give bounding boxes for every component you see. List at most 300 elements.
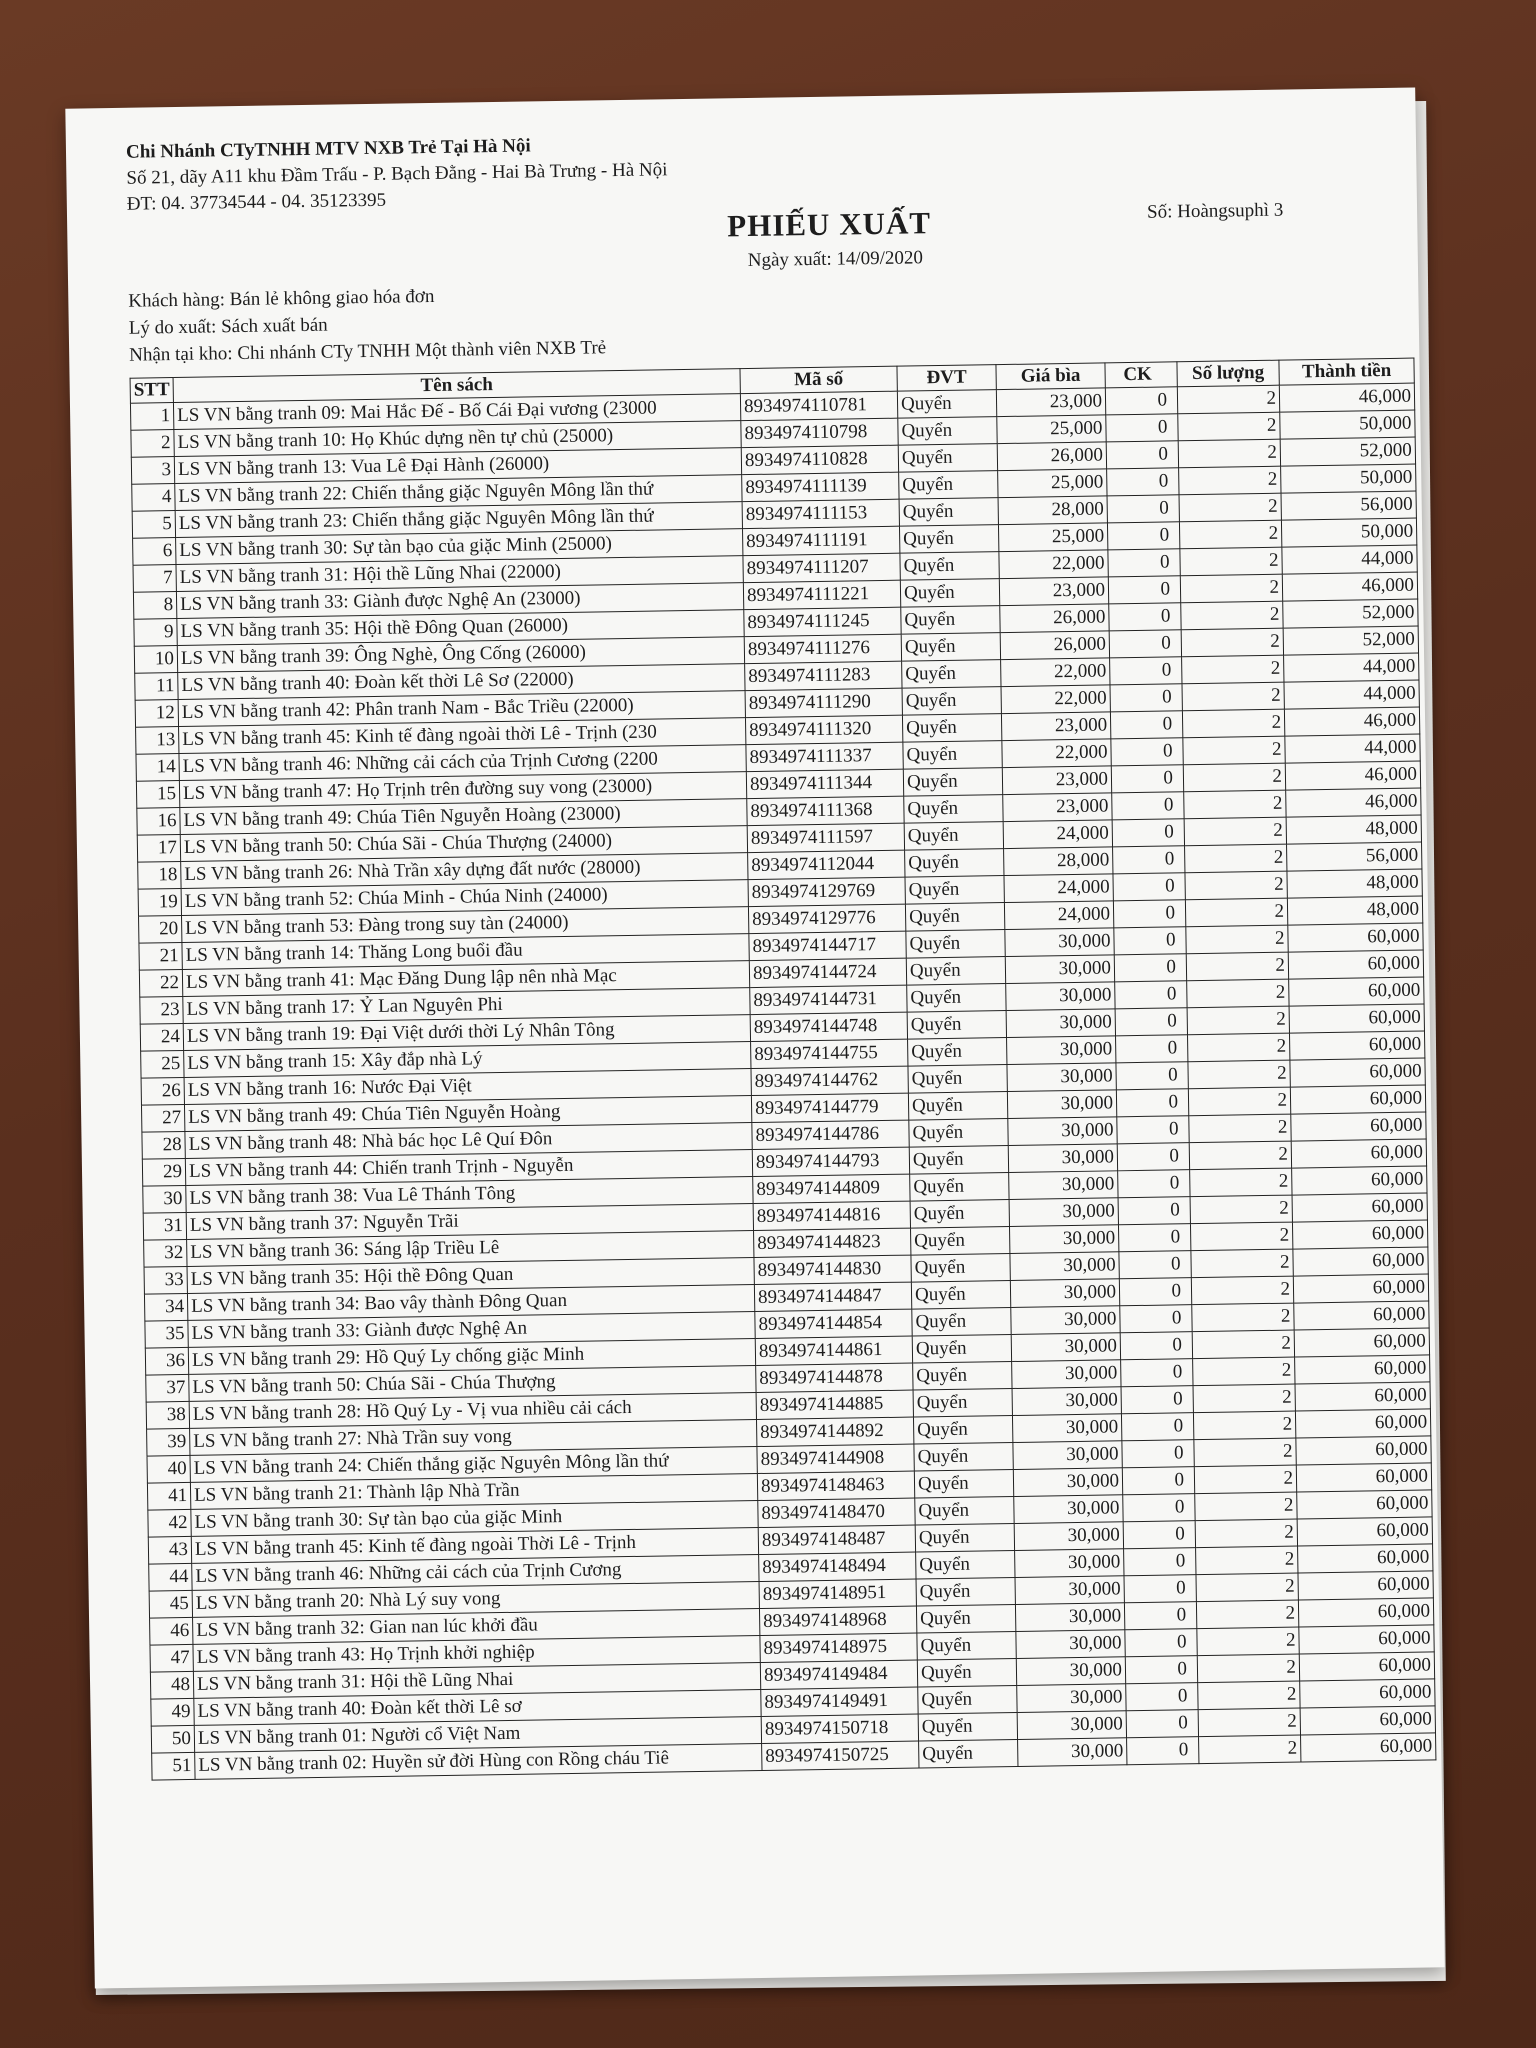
cell-quantity: 2 [1184, 790, 1286, 819]
cell-price: 30,000 [1011, 1333, 1120, 1362]
cell-total: 44,000 [1285, 734, 1420, 763]
cell-quantity: 2 [1187, 1006, 1289, 1035]
cell-discount: 0 [1125, 1656, 1197, 1684]
cell-code: 8934974110828 [741, 445, 898, 474]
cell-code: 8934974144908 [757, 1444, 914, 1473]
cell-book-title: LS VN bằng tranh 33: Giành được Nghệ An (23000) [176, 583, 743, 619]
cell-quantity: 2 [1182, 655, 1284, 684]
cell-unit: Quyển [917, 1631, 1016, 1660]
cell-code: 8934974148463 [757, 1471, 914, 1500]
cell-price: 30,000 [1015, 1603, 1124, 1632]
cell-quantity: 2 [1181, 628, 1283, 657]
cell-total: 60,000 [1298, 1544, 1433, 1573]
cell-price: 30,000 [1008, 1117, 1117, 1146]
cell-total: 60,000 [1292, 1166, 1427, 1195]
cell-book-title: LS VN bằng tranh 44: Chiến tranh Trịnh - Nguyễn [185, 1150, 752, 1186]
cell-stt: 43 [148, 1536, 191, 1564]
reason-line: Lý do xuất: Sách xuất bán [128, 314, 328, 339]
cell-book-title: LS VN bằng tranh 10: Họ Khúc dựng nền tự chủ (25000) [174, 421, 741, 457]
cell-stt: 7 [133, 565, 176, 593]
cell-quantity: 2 [1199, 1735, 1301, 1764]
cell-code: 8934974144892 [756, 1417, 913, 1446]
cell-price: 22,000 [1001, 685, 1110, 714]
cell-price: 23,000 [1002, 766, 1111, 795]
cell-book-title: LS VN bằng tranh 21: Thành lập Nhà Trần [190, 1474, 757, 1510]
cell-stt: 28 [142, 1131, 185, 1159]
cell-unit: Quyển [909, 1146, 1008, 1175]
cell-unit: Quyển [905, 903, 1004, 932]
cell-stt: 31 [143, 1212, 186, 1240]
cell-discount: 0 [1106, 441, 1178, 469]
cell-total: 50,000 [1281, 518, 1416, 547]
warehouse-line: Nhận tại kho: Chi nhánh CTy TNHH Một thành viên NXB Trẻ [129, 337, 607, 366]
cell-book-title: LS VN bằng tranh 41: Mạc Đăng Dung lập nên nhà Mạc [182, 961, 749, 997]
cell-stt: 3 [131, 457, 174, 485]
cell-book-title: LS VN bằng tranh 40: Đoàn kết thời Lê sơ [194, 1689, 761, 1725]
cell-unit: Quyển [916, 1604, 1015, 1633]
cell-stt: 17 [137, 835, 180, 863]
cell-price: 30,000 [1010, 1252, 1119, 1281]
cell-stt: 42 [148, 1509, 191, 1537]
cell-price: 30,000 [1009, 1171, 1118, 1200]
cell-quantity: 2 [1190, 1195, 1292, 1224]
cell-total: 60,000 [1289, 1031, 1424, 1060]
cell-stt: 32 [144, 1239, 187, 1267]
cell-quantity: 2 [1192, 1303, 1294, 1332]
cell-total: 60,000 [1293, 1274, 1428, 1303]
cell-stt: 5 [132, 511, 175, 539]
cell-total: 60,000 [1288, 923, 1423, 952]
cell-book-title: LS VN bằng tranh 40: Đoàn kết thời Lê Sơ (22000) [178, 664, 745, 700]
cell-quantity: 2 [1193, 1357, 1295, 1386]
cell-book-title: LS VN bằng tranh 37: Nguyễn Trãi [186, 1204, 753, 1240]
cell-quantity: 2 [1188, 1033, 1290, 1062]
cell-code: 8934974111368 [747, 796, 904, 825]
cell-code: 8934974144762 [751, 1066, 908, 1095]
cell-discount: 0 [1109, 630, 1181, 658]
invoice-sheet [65, 88, 1444, 1989]
cell-stt: 6 [133, 538, 176, 566]
cell-total: 44,000 [1282, 545, 1417, 574]
cell-total: 60,000 [1296, 1436, 1431, 1465]
cell-unit: Quyển [912, 1308, 1011, 1337]
cell-discount: 0 [1118, 1170, 1190, 1198]
cell-discount: 0 [1107, 495, 1179, 523]
cell-total: 46,000 [1282, 572, 1417, 601]
cell-book-title: LS VN bằng tranh 36: Sáng lập Triều Lê [187, 1231, 754, 1267]
cell-unit: Quyển [908, 1092, 1007, 1121]
cell-total: 46,000 [1284, 707, 1419, 736]
cell-stt: 8 [133, 592, 176, 620]
cell-unit: Quyển [898, 417, 997, 446]
cell-code: 8934974150718 [761, 1714, 918, 1743]
cell-quantity: 2 [1198, 1708, 1300, 1737]
cell-discount: 0 [1116, 1062, 1188, 1090]
cell-book-title: LS VN bằng tranh 48: Nhà bác học Lê Quí Đôn [185, 1123, 752, 1159]
cell-unit: Quyển [903, 741, 1002, 770]
cell-discount: 0 [1125, 1629, 1197, 1657]
cell-discount: 0 [1110, 684, 1182, 712]
cell-unit: Quyển [906, 957, 1005, 986]
cell-unit: Quyển [914, 1442, 1013, 1471]
cell-code: 8934974148951 [759, 1579, 916, 1608]
cell-stt: 51 [152, 1752, 195, 1780]
cell-quantity: 2 [1190, 1168, 1292, 1197]
cell-stt: 39 [147, 1428, 190, 1456]
cell-total: 60,000 [1299, 1625, 1434, 1654]
cell-stt: 2 [131, 430, 174, 458]
cell-discount: 0 [1111, 765, 1183, 793]
cell-price: 30,000 [1010, 1279, 1119, 1308]
cell-discount: 0 [1118, 1197, 1190, 1225]
cell-discount: 0 [1114, 927, 1186, 955]
cell-unit: Quyển [911, 1281, 1010, 1310]
cell-quantity: 2 [1179, 520, 1281, 549]
cell-unit: Quyển [910, 1173, 1009, 1202]
cell-unit: Quyển [898, 444, 997, 473]
cell-total: 60,000 [1293, 1247, 1428, 1276]
cell-code: 8934974129769 [748, 877, 905, 906]
cell-code: 8934974144786 [752, 1120, 909, 1149]
cell-unit: Quyển [908, 1065, 1007, 1094]
cell-total: 50,000 [1280, 410, 1415, 439]
cell-unit: Quyển [909, 1119, 1008, 1148]
cell-quantity: 2 [1177, 385, 1279, 414]
cell-total: 60,000 [1296, 1463, 1431, 1492]
cell-code: 8934974111290 [745, 688, 902, 717]
cell-quantity: 2 [1189, 1141, 1291, 1170]
cell-price: 24,000 [1003, 820, 1112, 849]
cell-stt: 13 [136, 727, 179, 755]
cell-book-title: LS VN bằng tranh 46: Những cải cách của Trịnh Cương [192, 1555, 759, 1591]
cell-price: 22,000 [1002, 739, 1111, 768]
cell-unit: Quyển [916, 1550, 1015, 1579]
cell-book-title: LS VN bằng tranh 14: Thăng Long buổi đầu [182, 934, 749, 970]
cell-discount: 0 [1114, 954, 1186, 982]
cell-price: 28,000 [1004, 847, 1113, 876]
cell-price: 30,000 [1016, 1630, 1125, 1659]
cell-total: 60,000 [1294, 1328, 1429, 1357]
cell-book-title: LS VN bằng tranh 24: Chiến thắng giặc Nguyên Mông lần thứ [190, 1447, 757, 1483]
cell-code: 8934974111276 [744, 634, 901, 663]
cell-code: 8934974110798 [741, 418, 898, 447]
cell-quantity: 2 [1195, 1492, 1297, 1521]
cell-code: 8934974111597 [747, 823, 904, 852]
cell-stt: 22 [139, 969, 182, 997]
cell-total: 44,000 [1284, 680, 1419, 709]
cell-code: 8934974111221 [743, 580, 900, 609]
cell-discount: 0 [1109, 603, 1181, 631]
cell-book-title: LS VN bằng tranh 17: Ỷ Lan Nguyên Phi [183, 988, 750, 1024]
cell-unit: Quyển [901, 633, 1000, 662]
cell-total: 50,000 [1281, 464, 1416, 493]
cell-price: 30,000 [1014, 1522, 1123, 1551]
cell-book-title: LS VN bằng tranh 02: Huyền sử đời Hùng con Rồng cháu Tiê [195, 1743, 762, 1779]
cell-stt: 36 [145, 1347, 188, 1375]
cell-unit: Quyển [911, 1227, 1010, 1256]
cell-quantity: 2 [1186, 952, 1288, 981]
cell-quantity: 2 [1195, 1519, 1297, 1548]
cell-stt: 49 [151, 1698, 194, 1726]
cell-discount: 0 [1106, 414, 1178, 442]
cell-quantity: 2 [1196, 1600, 1298, 1629]
cell-price: 22,000 [1001, 658, 1110, 687]
cell-code: 8934974144748 [750, 1012, 907, 1041]
cell-price: 26,000 [997, 442, 1106, 471]
cell-discount: 0 [1113, 900, 1185, 928]
cell-price: 22,000 [999, 550, 1108, 579]
cell-discount: 0 [1123, 1521, 1195, 1549]
cell-book-title: LS VN bằng tranh 33: Giành được Nghệ An [188, 1312, 755, 1348]
cell-stt: 29 [142, 1158, 185, 1186]
cell-total: 60,000 [1291, 1139, 1426, 1168]
cell-total: 52,000 [1280, 437, 1415, 466]
cell-book-title: LS VN bằng tranh 27: Nhà Trần suy vong [190, 1420, 757, 1456]
cell-code: 8934974148470 [758, 1498, 915, 1527]
cell-book-title: LS VN bằng tranh 31: Hội thề Lũng Nhai (22000) [176, 556, 743, 592]
cell-stt: 11 [135, 673, 178, 701]
cell-price: 26,000 [1000, 604, 1109, 633]
cell-discount: 0 [1121, 1359, 1193, 1387]
cell-code: 8934974148494 [759, 1552, 916, 1581]
cell-stt: 33 [144, 1266, 187, 1294]
cell-quantity: 2 [1178, 439, 1280, 468]
cell-code: 8934974148487 [758, 1525, 915, 1554]
cell-quantity: 2 [1182, 709, 1284, 738]
cell-code: 8934974144779 [751, 1093, 908, 1122]
cell-stt: 27 [141, 1104, 184, 1132]
cell-stt: 47 [150, 1644, 193, 1672]
cell-quantity: 2 [1183, 763, 1285, 792]
cell-discount: 0 [1124, 1602, 1196, 1630]
cell-unit: Quyển [904, 795, 1003, 824]
cell-total: 60,000 [1300, 1706, 1435, 1735]
cell-code: 8934974111245 [744, 607, 901, 636]
cell-price: 30,000 [1018, 1738, 1127, 1767]
cell-quantity: 2 [1188, 1060, 1290, 1089]
cell-total: 52,000 [1283, 626, 1418, 655]
cell-price: 28,000 [998, 496, 1107, 525]
cell-unit: Quyển [915, 1496, 1014, 1525]
cell-book-title: LS VN bằng tranh 32: Gian nan lúc khởi đầu [193, 1609, 760, 1645]
cell-stt: 30 [143, 1185, 186, 1213]
cell-total: 60,000 [1290, 1058, 1425, 1087]
cell-price: 24,000 [1004, 901, 1113, 930]
cell-discount: 0 [1115, 981, 1187, 1009]
col-header-name: Tên sách [173, 369, 740, 403]
cell-price: 30,000 [1013, 1468, 1122, 1497]
cell-stt: 4 [132, 484, 175, 512]
cell-price: 25,000 [998, 469, 1107, 498]
cell-price: 30,000 [1006, 1009, 1115, 1038]
cell-quantity: 2 [1189, 1114, 1291, 1143]
cell-code: 8934974144731 [750, 985, 907, 1014]
cell-price: 30,000 [1008, 1144, 1117, 1173]
cell-total: 60,000 [1288, 950, 1423, 979]
cell-total: 60,000 [1292, 1220, 1427, 1249]
cell-price: 30,000 [1017, 1684, 1126, 1713]
cell-unit: Quyển [912, 1335, 1011, 1364]
cell-price: 26,000 [1000, 631, 1109, 660]
cell-code: 8934974129776 [748, 904, 905, 933]
cell-price: 30,000 [1013, 1441, 1122, 1470]
cell-stt: 37 [146, 1374, 189, 1402]
cell-stt: 40 [147, 1455, 190, 1483]
cell-unit: Quyển [919, 1739, 1018, 1768]
cell-total: 60,000 [1300, 1679, 1435, 1708]
cell-quantity: 2 [1181, 601, 1283, 630]
cell-quantity: 2 [1185, 844, 1287, 873]
cell-stt: 24 [140, 1023, 183, 1051]
cell-total: 60,000 [1292, 1193, 1427, 1222]
cell-stt: 35 [145, 1320, 188, 1348]
cell-total: 60,000 [1298, 1571, 1433, 1600]
cell-discount: 0 [1123, 1494, 1195, 1522]
cell-discount: 0 [1107, 522, 1179, 550]
cell-stt: 20 [139, 915, 182, 943]
cell-code: 8934974110781 [740, 391, 897, 420]
cell-discount: 0 [1118, 1224, 1190, 1252]
cell-total: 48,000 [1287, 869, 1422, 898]
cell-quantity: 2 [1180, 547, 1282, 576]
cell-price: 30,000 [1012, 1387, 1121, 1416]
cell-code: 8934974111320 [745, 715, 902, 744]
cell-total: 44,000 [1284, 653, 1419, 682]
cell-unit: Quyển [902, 687, 1001, 716]
cell-unit: Quyển [908, 1038, 1007, 1067]
cell-quantity: 2 [1196, 1546, 1298, 1575]
cell-discount: 0 [1117, 1143, 1189, 1171]
cell-code: 8934974111207 [743, 553, 900, 582]
cell-total: 56,000 [1287, 842, 1422, 871]
cell-book-title: LS VN bằng tranh 23: Chiến thắng giặc Nguyên Mông lần thứ [175, 502, 742, 538]
cell-quantity: 2 [1196, 1573, 1298, 1602]
cell-unit: Quyển [901, 606, 1000, 635]
cell-book-title: LS VN bằng tranh 20: Nhà Lý suy vong [192, 1582, 759, 1618]
cell-quantity: 2 [1179, 466, 1281, 495]
cell-unit: Quyển [897, 390, 996, 419]
cell-book-title: LS VN bằng tranh 15: Xây đắp nhà Lý [184, 1042, 751, 1078]
cell-unit: Quyển [914, 1469, 1013, 1498]
cell-discount: 0 [1120, 1305, 1192, 1333]
cell-unit: Quyển [915, 1523, 1014, 1552]
cell-code: 8934974144854 [755, 1309, 912, 1338]
cell-book-title: LS VN bằng tranh 30: Sự tàn bạo của giặc Minh (25000) [176, 529, 743, 565]
document-title: PHIẾU XUẤT [726, 205, 932, 244]
cell-discount: 0 [1108, 576, 1180, 604]
cell-book-title: LS VN bằng tranh 28: Hồ Quý Ly - Vị vua nhiều cải cách [189, 1393, 756, 1429]
col-header-price: Giá bìa [996, 363, 1105, 390]
cell-total: 48,000 [1287, 896, 1422, 925]
cell-discount: 0 [1112, 819, 1184, 847]
cell-quantity: 2 [1192, 1330, 1294, 1359]
cell-total: 60,000 [1297, 1490, 1432, 1519]
cell-book-title: LS VN bằng tranh 39: Ông Nghè, Ông Cống (26000) [177, 637, 744, 673]
cell-book-title: LS VN bằng tranh 09: Mai Hắc Đế - Bố Cái Đại vương (23000 [173, 394, 740, 430]
cell-discount: 0 [1127, 1737, 1199, 1765]
cell-price: 30,000 [1005, 955, 1114, 984]
cell-discount: 0 [1113, 846, 1185, 874]
cell-total: 46,000 [1285, 761, 1420, 790]
cell-stt: 44 [149, 1563, 192, 1591]
cell-price: 30,000 [1009, 1198, 1118, 1227]
cell-quantity: 2 [1182, 682, 1284, 711]
customer-line: Khách hàng: Bán lẻ không giao hóa đơn [128, 285, 435, 312]
cell-code: 8934974111153 [742, 499, 899, 528]
cell-code: 8934974111344 [746, 769, 903, 798]
cell-unit: Quyển [918, 1712, 1017, 1741]
cell-discount: 0 [1115, 1008, 1187, 1036]
cell-unit: Quyển [899, 498, 998, 527]
cell-total: 60,000 [1299, 1652, 1434, 1681]
cell-code: 8934974144885 [756, 1390, 913, 1419]
cell-price: 30,000 [1007, 1063, 1116, 1092]
cell-book-title: LS VN bằng tranh 43: Họ Trịnh khởi nghiệp [193, 1635, 760, 1671]
cell-discount: 0 [1107, 468, 1179, 496]
cell-stt: 10 [134, 646, 177, 674]
cell-book-title: LS VN bằng tranh 42: Phân tranh Nam - Bắc Triều (22000) [178, 691, 745, 727]
cell-quantity: 2 [1197, 1627, 1299, 1656]
cell-code: 8934974144809 [753, 1174, 910, 1203]
cell-unit: Quyển [900, 552, 999, 581]
cell-stt: 26 [141, 1077, 184, 1105]
cell-quantity: 2 [1188, 1087, 1290, 1116]
cell-stt: 46 [150, 1617, 193, 1645]
cell-book-title: LS VN bằng tranh 52: Chúa Minh - Chúa Ninh (24000) [181, 880, 748, 916]
cell-price: 25,000 [997, 415, 1106, 444]
cell-discount: 0 [1122, 1467, 1194, 1495]
cell-total: 60,000 [1295, 1382, 1430, 1411]
cell-total: 60,000 [1295, 1409, 1430, 1438]
cell-price: 30,000 [1007, 1090, 1116, 1119]
cell-total: 48,000 [1286, 815, 1421, 844]
cell-total: 46,000 [1279, 383, 1414, 412]
cell-code: 8934974149491 [761, 1687, 918, 1716]
cell-price: 23,000 [1001, 712, 1110, 741]
cell-discount: 0 [1116, 1035, 1188, 1063]
cell-unit: Quyển [902, 714, 1001, 743]
cell-discount: 0 [1117, 1116, 1189, 1144]
customer-info [128, 280, 606, 368]
cell-unit: Quyển [904, 822, 1003, 851]
cell-discount: 0 [1119, 1251, 1191, 1279]
cell-code: 8934974111283 [745, 661, 902, 690]
col-header-quantity: Số lượng [1177, 360, 1279, 387]
col-header-total: Thành tiền [1279, 358, 1414, 385]
cell-stt: 41 [147, 1482, 190, 1510]
cell-quantity: 2 [1187, 979, 1289, 1008]
document-number: Số: Hoàngsuphì 3 [1146, 199, 1284, 223]
cell-book-title: LS VN bằng tranh 46: Những cải cách của Trịnh Cương (2200 [179, 745, 746, 781]
cell-unit: Quyển [918, 1685, 1017, 1714]
cell-price: 30,000 [1015, 1549, 1124, 1578]
cell-book-title: LS VN bằng tranh 19: Đại Việt dưới thời Lý Nhân Tông [183, 1015, 750, 1051]
cell-stt: 34 [144, 1293, 187, 1321]
cell-code: 8934974149484 [760, 1660, 917, 1689]
cell-quantity: 2 [1194, 1438, 1296, 1467]
cell-code: 8934974144847 [754, 1282, 911, 1311]
cell-discount: 0 [1121, 1413, 1193, 1441]
cell-book-title: LS VN bằng tranh 47: Họ Trịnh trên đường suy vong (23000) [179, 772, 746, 808]
cell-quantity: 2 [1183, 736, 1285, 765]
cell-unit: Quyển [905, 849, 1004, 878]
cell-code: 8934974111337 [746, 742, 903, 771]
cell-book-title: LS VN bằng tranh 01: Người cổ Việt Nam [194, 1716, 761, 1752]
cell-stt: 19 [138, 888, 181, 916]
cell-discount: 0 [1126, 1683, 1198, 1711]
cell-stt: 9 [134, 619, 177, 647]
cell-book-title: LS VN bằng tranh 53: Đàng trong suy tàn (24000) [182, 907, 749, 943]
